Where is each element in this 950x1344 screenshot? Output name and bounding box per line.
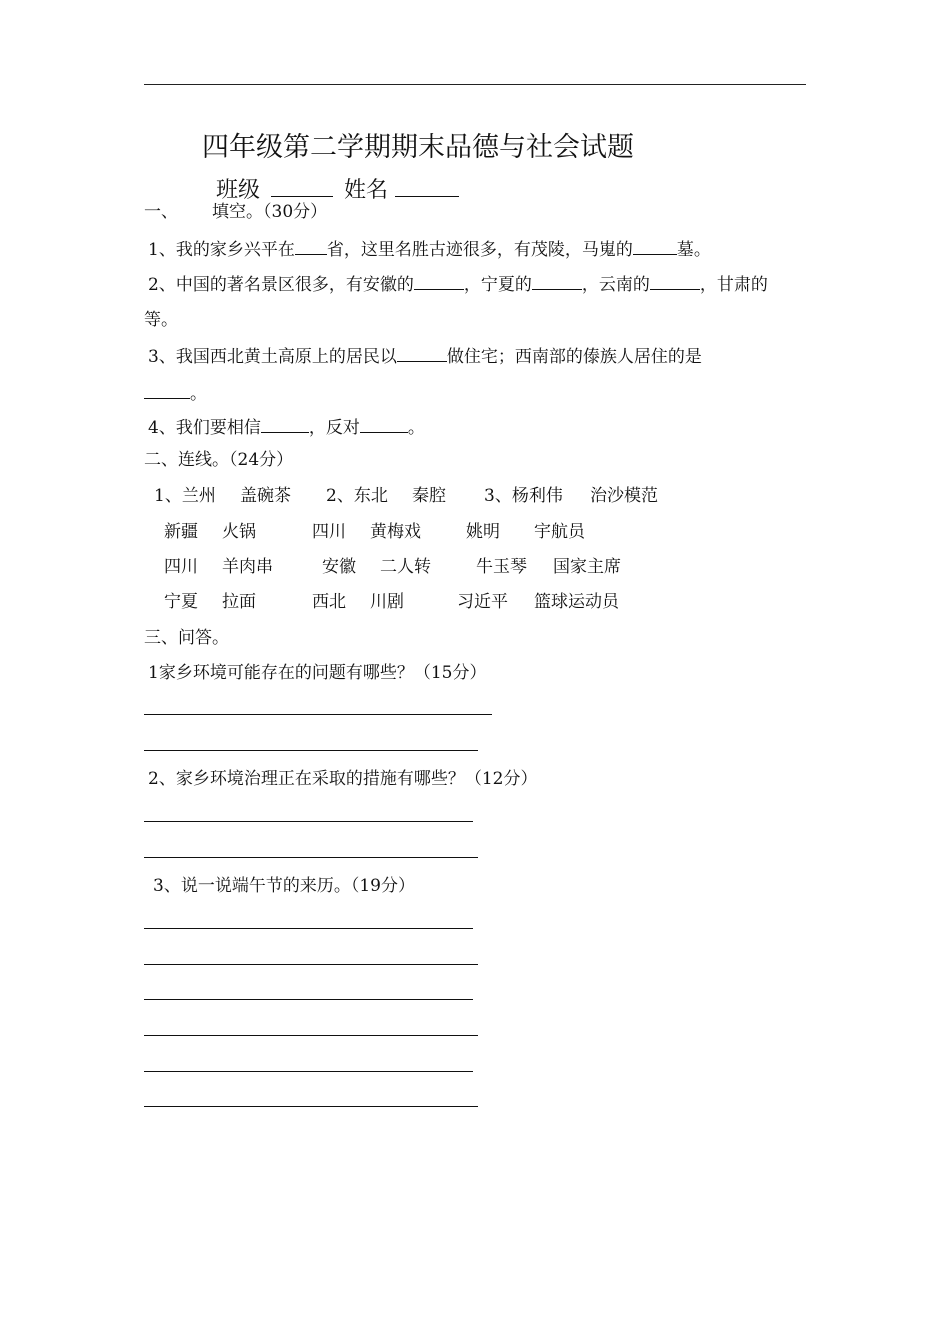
match-row-1-item: 黄梅戏 <box>370 522 421 542</box>
match-row-0-item: 3、杨利伟 <box>484 486 563 506</box>
answer-line[interactable] <box>144 964 478 965</box>
answer-blank[interactable] <box>633 236 677 255</box>
match-row-0-item: 2、东北 <box>326 486 388 506</box>
match-row-3-item: 宁夏 <box>164 592 198 612</box>
match-row-2-item: 牛玉琴 <box>476 557 527 577</box>
match-row-1-item: 新疆 <box>164 522 198 542</box>
section1-number: 一、 <box>144 202 178 222</box>
match-row-1-item: 四川 <box>312 522 346 542</box>
match-row-1-item: 火锅 <box>222 522 256 542</box>
match-row-2-item: 羊肉串 <box>222 557 273 577</box>
answer-blank[interactable] <box>295 236 327 255</box>
match-row-0-item: 盖碗茶 <box>240 486 291 506</box>
name-blank[interactable] <box>395 172 459 197</box>
answer-line[interactable] <box>144 928 473 929</box>
match-row-2-item: 安徽 <box>322 557 356 577</box>
question-3-3: 3、说一说端午节的来历。（19分） <box>153 876 415 896</box>
match-row-3-item: 川剧 <box>370 592 404 612</box>
question-1-1: 1、我的家乡兴平在 省，这里名胜古迹很多，有茂陵，马嵬的 墓。 <box>148 236 711 261</box>
answer-blank[interactable] <box>261 414 309 433</box>
answer-line[interactable] <box>144 857 478 858</box>
match-row-3-item: 西北 <box>312 592 346 612</box>
match-row-1-item: 姚明 <box>466 522 500 542</box>
match-row-0-item: 1、兰州 <box>154 486 216 506</box>
section2-heading: 二、连线。（24分） <box>144 450 294 470</box>
match-row-1-item: 宇航员 <box>534 522 585 542</box>
question-1-3-cont: 。 <box>144 380 207 405</box>
match-row-0-item: 秦腔 <box>412 486 446 506</box>
question-1-3: 3、我国西北黄土高原上的居民以 做住宅；西南部的傣族人居住的是 <box>148 343 702 368</box>
question-1-2-cont: 等。 <box>144 310 178 330</box>
answer-line[interactable] <box>144 714 492 715</box>
answer-blank[interactable] <box>360 414 408 433</box>
match-row-2-item: 二人转 <box>380 557 431 577</box>
section3-heading: 三、问答。 <box>144 628 229 648</box>
match-row-2-item: 四川 <box>164 557 198 577</box>
question-1-2: 2、中国的著名景区很多，有安徽的 ，宁夏的 ，云南的 ，甘肃的 <box>148 271 768 296</box>
answer-line[interactable] <box>144 1035 478 1036</box>
match-row-3-item: 习近平 <box>457 592 508 612</box>
answer-line[interactable] <box>144 1071 473 1072</box>
class-label: 班级 <box>216 178 261 203</box>
question-3-1: 1家乡环境可能存在的问题有哪些？（15分） <box>148 663 487 683</box>
answer-blank[interactable] <box>414 271 464 290</box>
question-3-2: 2、家乡环境治理正在采取的措施有哪些？（12分） <box>148 769 538 789</box>
header-rule <box>144 84 806 85</box>
answer-line[interactable] <box>144 1106 478 1107</box>
answer-blank[interactable] <box>532 271 582 290</box>
answer-blank[interactable] <box>650 271 700 290</box>
match-row-3-item: 拉面 <box>222 592 256 612</box>
answer-line[interactable] <box>144 821 473 822</box>
question-1-4: 4、我们要相信 ，反对 。 <box>148 414 425 439</box>
match-row-0-item: 治沙模范 <box>590 486 658 506</box>
answer-blank[interactable] <box>144 380 190 399</box>
exam-title: 四年级第二学期期末品德与社会试题 <box>202 132 634 163</box>
match-row-3-item: 篮球运动员 <box>534 592 619 612</box>
answer-line[interactable] <box>144 999 473 1000</box>
match-row-2-item: 国家主席 <box>553 557 621 577</box>
name-label: 姓名 <box>344 178 389 203</box>
section1-heading: 填空。（30分） <box>212 202 328 222</box>
class-blank[interactable] <box>271 172 333 197</box>
answer-blank[interactable] <box>397 343 447 362</box>
answer-line[interactable] <box>144 750 478 751</box>
